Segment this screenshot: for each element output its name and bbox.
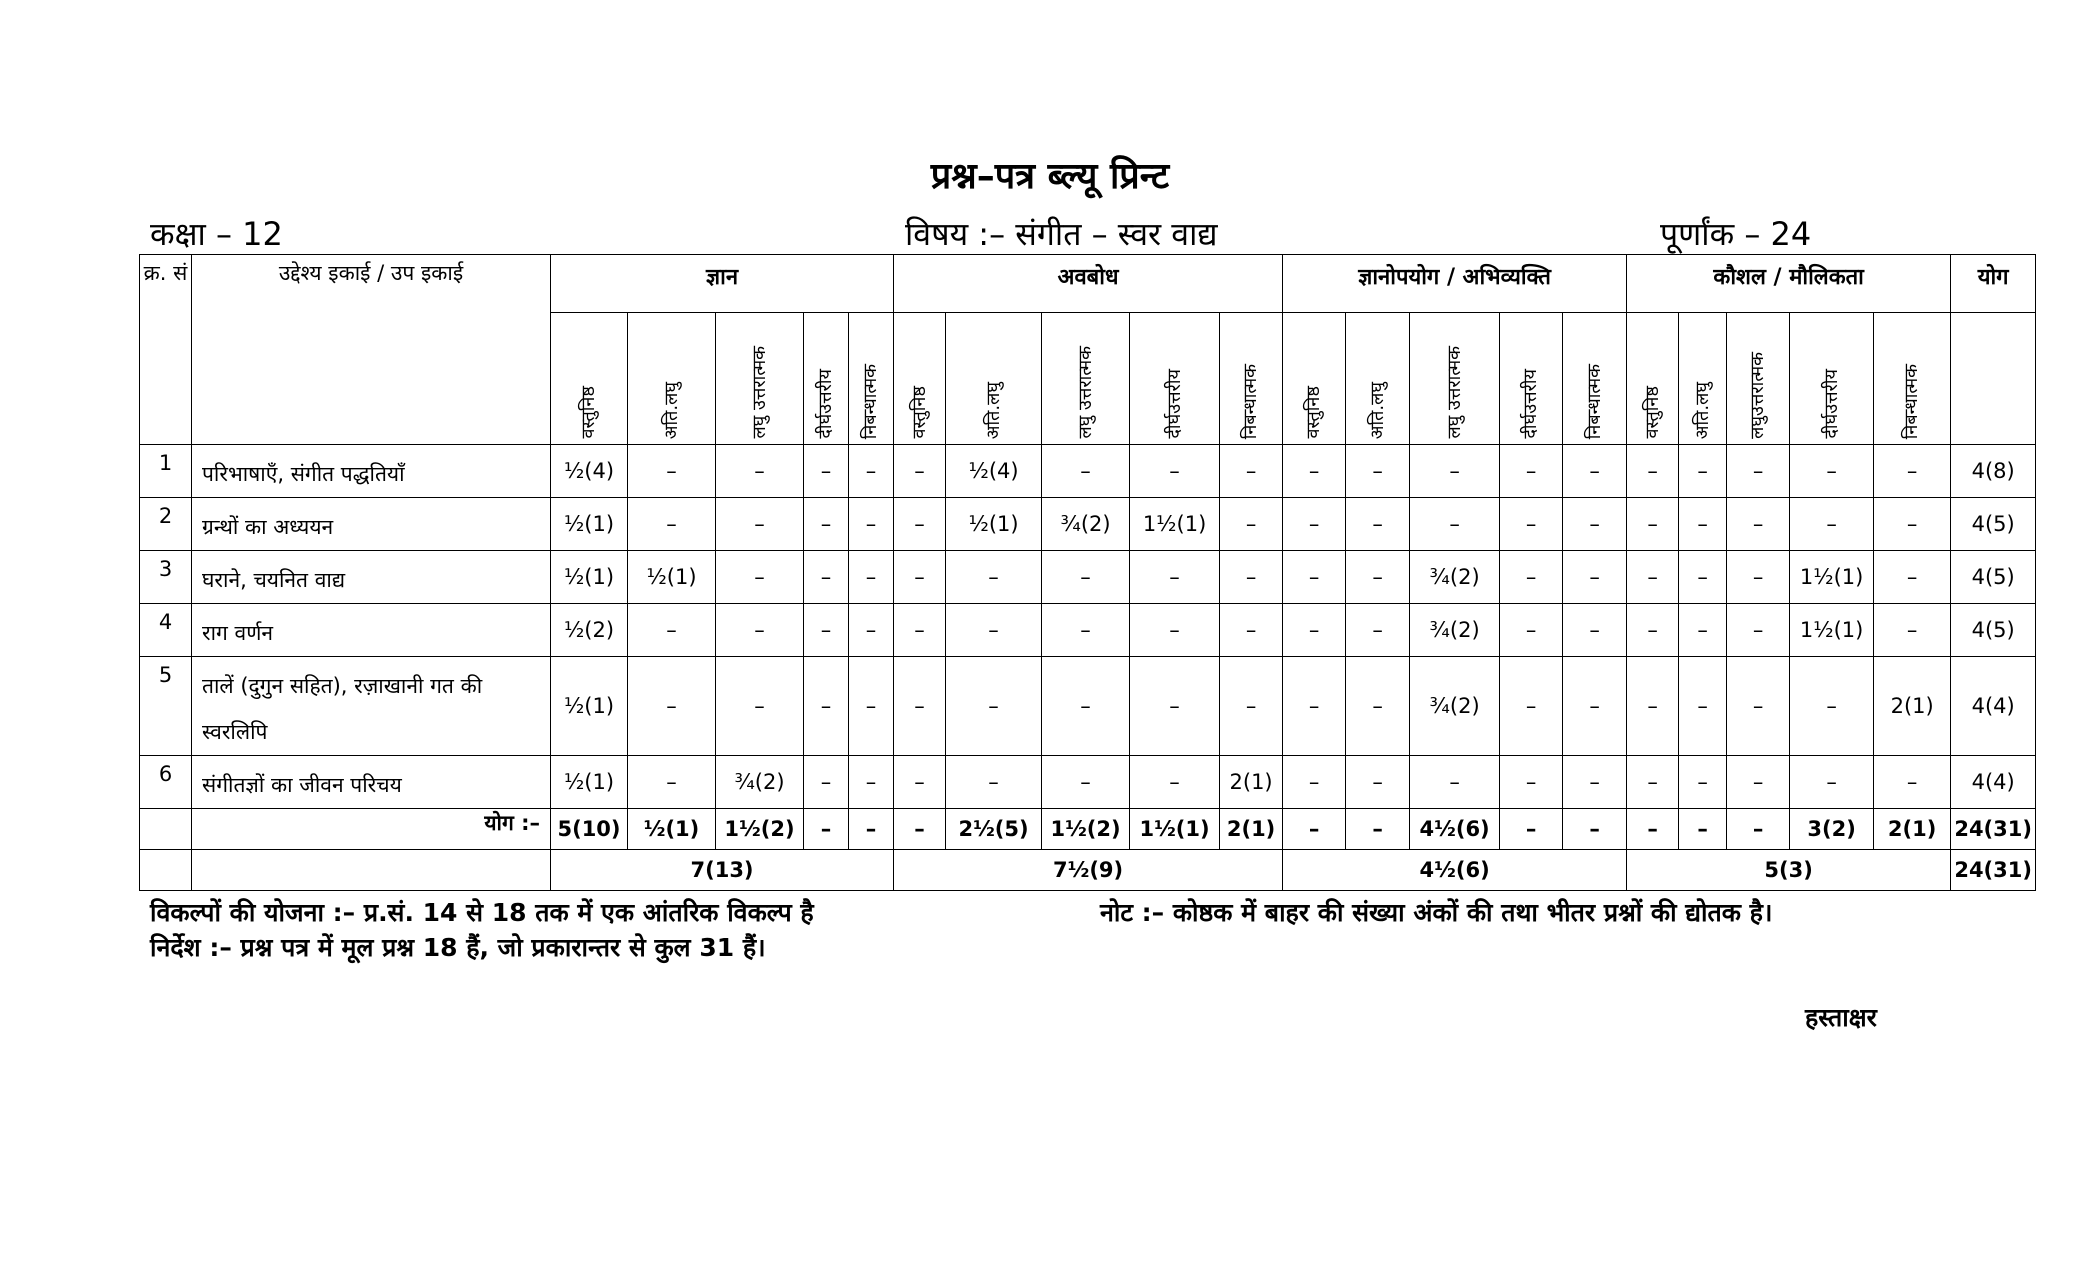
marks-cell: – (894, 756, 946, 809)
total-cell: – (1727, 809, 1790, 850)
marks-cell: – (1283, 498, 1346, 551)
marks-cell: – (1042, 604, 1130, 657)
marks-cell: – (849, 604, 894, 657)
total-sum-cell: 24(31) (1951, 809, 2036, 850)
total-cell: – (1346, 809, 1410, 850)
table-row (140, 657, 2036, 756)
total-cell: – (1283, 809, 1346, 850)
marks-cell: – (1679, 756, 1727, 809)
total-cell: ½(1) (628, 809, 716, 850)
marks-cell: ½(1) (551, 551, 628, 604)
sub-header-label: अति.लघु (982, 381, 1004, 439)
sub-header-label: लघु उत्तरात्मक (1074, 346, 1096, 439)
grand-total-cell: 24(31) (1951, 850, 2036, 891)
marks-cell: – (628, 657, 716, 756)
marks-cell: ½(1) (628, 551, 716, 604)
marks-cell: – (946, 551, 1042, 604)
marks-cell: – (1130, 756, 1220, 809)
marks-cell: – (1346, 756, 1410, 809)
marks-cell: – (894, 551, 946, 604)
marks-cell: – (1790, 657, 1874, 756)
unit-cell: ग्रन्थों का अध्ययन (192, 498, 551, 551)
sub-header-cell (628, 313, 716, 445)
table-row (140, 445, 2036, 498)
marks-cell: – (1563, 756, 1627, 809)
total-cell: 2(1) (1874, 809, 1951, 850)
sub-header-cell (1627, 313, 1679, 445)
marks-cell: ½(1) (551, 756, 628, 809)
unit-cell: घराने, चयनित वाद्य (192, 551, 551, 604)
row-total-cell: 4(5) (1951, 551, 2036, 604)
marks-cell: – (849, 657, 894, 756)
marks-cell: – (804, 445, 849, 498)
marks-cell: – (1874, 756, 1951, 809)
total-cell: 4½(6) (1410, 809, 1500, 850)
sub-header-cell (894, 313, 946, 445)
marks-cell: – (849, 445, 894, 498)
empty-cell (192, 850, 551, 891)
marks-cell: – (1042, 445, 1130, 498)
marks-cell: – (1874, 445, 1951, 498)
marks-cell: – (804, 756, 849, 809)
marks-cell: – (1874, 498, 1951, 551)
marks-cell: – (1563, 498, 1627, 551)
marks-cell: – (1790, 498, 1874, 551)
marks-cell: – (1410, 498, 1500, 551)
marks-cell: – (1627, 551, 1679, 604)
marks-cell: – (1346, 498, 1410, 551)
table-row (140, 756, 2036, 809)
total-label: योग :– (192, 809, 551, 850)
marks-cell: – (1283, 445, 1346, 498)
marks-cell: ¾(2) (716, 756, 804, 809)
marks-cell: – (1130, 604, 1220, 657)
group-total-cell: 5(3) (1627, 850, 1951, 891)
marks-cell: – (1500, 756, 1563, 809)
total-cell: 5(10) (551, 809, 628, 850)
sub-header-cell (1679, 313, 1727, 445)
marks-cell: ¾(2) (1410, 551, 1500, 604)
marks-cell: – (1500, 551, 1563, 604)
marks-cell: – (716, 657, 804, 756)
sub-header-cell (1563, 313, 1627, 445)
marks-cell: – (628, 445, 716, 498)
sub-header-label: निबन्धात्मक (1583, 363, 1605, 439)
marks-cell: ½(1) (946, 498, 1042, 551)
sub-header-cell (1410, 313, 1500, 445)
sub-header-cell (1042, 313, 1130, 445)
marks-cell: – (1679, 657, 1727, 756)
subject-label: विषय :– संगीत – स्वर वाद्य (905, 215, 1218, 253)
marks-cell: – (1727, 604, 1790, 657)
sub-header-cell (1500, 313, 1563, 445)
marks-cell: – (1563, 657, 1627, 756)
empty-cell (140, 809, 192, 850)
marks-cell: – (946, 604, 1042, 657)
sub-header-label: लघु उत्तरात्मक (1443, 346, 1465, 439)
marks-cell: – (1346, 445, 1410, 498)
marks-cell: – (1874, 551, 1951, 604)
total-cell: 1½(1) (1130, 809, 1220, 850)
unit-cell: तालें (दुगुन सहित), रज़ाखानी गत की स्वरलिपि (192, 657, 551, 756)
total-cell: 1½(2) (1042, 809, 1130, 850)
marks-cell: 1½(1) (1790, 551, 1874, 604)
group-total-cell: 7(13) (551, 850, 894, 891)
marks-cell: – (804, 657, 849, 756)
serial-cell: 6 (140, 756, 192, 809)
sub-header-cell (1283, 313, 1346, 445)
sub-header-cell (1220, 313, 1283, 445)
marks-cell: ¾(2) (1410, 657, 1500, 756)
marks-cell: – (894, 445, 946, 498)
marks-cell: – (894, 604, 946, 657)
bracket-note: नोट :– कोष्ठक में बाहर की संख्या अंकों की तथा भीतर प्रश्नों की द्योतक है। (1100, 898, 1773, 927)
total-cell: – (804, 809, 849, 850)
marks-cell: – (946, 657, 1042, 756)
marks-cell: – (1220, 604, 1283, 657)
marks-cell: – (1346, 604, 1410, 657)
row-total-cell: 4(4) (1951, 657, 2036, 756)
marks-cell: – (1220, 551, 1283, 604)
total-header: योग (1951, 255, 2036, 313)
row-total-cell: 4(5) (1951, 498, 2036, 551)
marks-cell: – (1727, 445, 1790, 498)
marks-cell: – (1627, 657, 1679, 756)
marks-cell: – (1042, 756, 1130, 809)
group-total-cell: 7½(9) (894, 850, 1283, 891)
marks-cell: – (1283, 604, 1346, 657)
sub-header-label: अति.लघु (1691, 381, 1713, 439)
marks-cell: – (1410, 445, 1500, 498)
marks-cell: – (1283, 551, 1346, 604)
total-cell: 1½(2) (716, 809, 804, 850)
sub-header-label: लघुउत्तरात्मक (1747, 352, 1769, 439)
sub-header-label: लघु उत्तरात्मक (748, 346, 770, 439)
marks-cell: 2(1) (1220, 756, 1283, 809)
sub-header-label: निबन्धात्मक (860, 363, 882, 439)
sub-header-label: दीर्घउत्तरीय (815, 369, 836, 439)
marks-cell: – (894, 657, 946, 756)
max-marks-label: पूर्णांक – 24 (1660, 215, 1812, 253)
marks-cell: – (1627, 604, 1679, 657)
sub-header-cell (946, 313, 1042, 445)
marks-cell: ½(2) (551, 604, 628, 657)
marks-cell: – (1500, 498, 1563, 551)
serial-cell: 5 (140, 657, 192, 756)
table-row (140, 551, 2036, 604)
unit-cell: राग वर्णन (192, 604, 551, 657)
marks-cell: – (628, 604, 716, 657)
marks-cell: – (1346, 657, 1410, 756)
marks-cell: – (1220, 657, 1283, 756)
group-header-knowledge: ज्ञान (551, 255, 894, 313)
marks-cell: – (1410, 756, 1500, 809)
group-total-row (140, 850, 2036, 891)
sub-header-cell (1874, 313, 1951, 445)
marks-cell: – (716, 604, 804, 657)
marks-cell: – (804, 604, 849, 657)
row-total-cell: 4(8) (1951, 445, 2036, 498)
unit-cell: संगीतज्ञों का जीवन परिचय (192, 756, 551, 809)
row-total-cell: 4(4) (1951, 756, 2036, 809)
marks-cell: 1½(1) (1790, 604, 1874, 657)
group-header-application: ज्ञानोपयोग / अभिव्यक्ति (1283, 255, 1627, 313)
objective-header: उद्देश्य इकाई / उप इकाई (192, 255, 551, 445)
total-cell: 2½(5) (946, 809, 1042, 850)
marks-cell: – (1500, 445, 1563, 498)
marks-cell: ¾(2) (1042, 498, 1130, 551)
table-row (140, 498, 2036, 551)
marks-cell: – (1042, 657, 1130, 756)
options-note: विकल्पों की योजना :– प्र.सं. 14 से 18 तक में एक आंतरिक विकल्प है (150, 898, 814, 927)
sub-header-cell (1130, 313, 1220, 445)
sub-header-label: दीर्घउत्तरीय (1163, 369, 1185, 439)
marks-cell: – (1042, 551, 1130, 604)
sub-header-label: निबन्धात्मक (1240, 363, 1262, 439)
signature-label: हस्ताक्षर (1805, 1003, 1877, 1032)
marks-cell: – (1130, 657, 1220, 756)
marks-cell: – (1563, 551, 1627, 604)
serial-cell: 4 (140, 604, 192, 657)
sub-header-blank (1951, 313, 2036, 445)
marks-cell: – (1679, 498, 1727, 551)
total-cell: – (1563, 809, 1627, 850)
page-title: प्रश्न–पत्र ब्ल्यू प्रिन्ट (930, 156, 1170, 197)
marks-cell: – (849, 756, 894, 809)
marks-cell: ½(4) (946, 445, 1042, 498)
sub-header-label: अति.लघु (660, 381, 682, 439)
sub-header-cell (551, 313, 628, 445)
table-row (140, 604, 2036, 657)
sub-header-cell (716, 313, 804, 445)
total-row (140, 809, 2036, 850)
marks-cell: – (1220, 498, 1283, 551)
marks-cell: – (1563, 604, 1627, 657)
marks-cell: – (1563, 445, 1627, 498)
sub-header-label: वस्तुनिष्ठ (1303, 386, 1325, 439)
sub-header-cell (1346, 313, 1410, 445)
marks-cell: – (1500, 604, 1563, 657)
marks-cell: ½(1) (551, 498, 628, 551)
marks-cell: – (849, 498, 894, 551)
marks-cell: – (1500, 657, 1563, 756)
marks-cell: – (628, 756, 716, 809)
unit-cell: परिभाषाएँ, संगीत पद्धतियाँ (192, 445, 551, 498)
marks-cell: 1½(1) (1130, 498, 1220, 551)
direction-note: निर्देश :– प्रश्न पत्र में मूल प्रश्न 18 हैं, जो प्रकारान्तर से कुल 31 हैं। (150, 933, 766, 962)
marks-cell: – (1130, 445, 1220, 498)
marks-cell: – (1727, 756, 1790, 809)
total-cell: 2(1) (1220, 809, 1283, 850)
total-cell: 3(2) (1790, 809, 1874, 850)
total-cell: – (849, 809, 894, 850)
sub-header-label: दीर्घउत्तरीय (1520, 369, 1542, 439)
sub-header-cell (1790, 313, 1874, 445)
serial-cell: 2 (140, 498, 192, 551)
sub-header-cell (804, 313, 849, 445)
marks-cell: – (1220, 445, 1283, 498)
empty-cell (140, 850, 192, 891)
row-total-cell: 4(5) (1951, 604, 2036, 657)
marks-cell: – (1346, 551, 1410, 604)
total-cell: – (1500, 809, 1563, 850)
marks-cell: – (1130, 551, 1220, 604)
serial-cell: 3 (140, 551, 192, 604)
marks-cell: – (1679, 604, 1727, 657)
marks-cell: – (628, 498, 716, 551)
sub-header-cell (1727, 313, 1790, 445)
sub-header-label: अति.लघु (1366, 381, 1388, 439)
marks-cell: – (804, 498, 849, 551)
blueprint-table (139, 254, 2036, 891)
group-total-cell: 4½(6) (1283, 850, 1627, 891)
marks-cell: – (804, 551, 849, 604)
total-cell: – (894, 809, 946, 850)
marks-cell: – (716, 551, 804, 604)
serial-header: क्र. सं (140, 255, 192, 445)
group-header-understanding: अवबोध (894, 255, 1283, 313)
marks-cell: – (1627, 498, 1679, 551)
marks-cell: ¾(2) (1410, 604, 1500, 657)
sub-header-label: वस्तुनिष्ठ (1641, 386, 1663, 439)
marks-cell: – (1627, 445, 1679, 498)
marks-cell: ½(4) (551, 445, 628, 498)
sub-header-label: निबन्धात्मक (1901, 363, 1923, 439)
class-label: कक्षा – 12 (150, 215, 283, 253)
sub-header-label: वस्तुनिष्ठ (908, 386, 930, 439)
sub-header-label: दीर्घउत्तरीय (1820, 369, 1842, 439)
sub-header-label: वस्तुनिष्ठ (578, 386, 599, 439)
marks-cell: – (894, 498, 946, 551)
marks-cell: – (1679, 551, 1727, 604)
marks-cell: – (716, 498, 804, 551)
marks-cell: – (1790, 445, 1874, 498)
marks-cell: ½(1) (551, 657, 628, 756)
marks-cell: – (1283, 657, 1346, 756)
sub-header-cell (849, 313, 894, 445)
marks-cell: – (1727, 498, 1790, 551)
marks-cell: – (1627, 756, 1679, 809)
serial-cell: 1 (140, 445, 192, 498)
marks-cell: – (946, 756, 1042, 809)
marks-cell: – (1283, 756, 1346, 809)
marks-cell: – (1727, 551, 1790, 604)
marks-cell: – (716, 445, 804, 498)
marks-cell: – (1679, 445, 1727, 498)
marks-cell: 2(1) (1874, 657, 1951, 756)
total-cell: – (1627, 809, 1679, 850)
marks-cell: – (1790, 756, 1874, 809)
marks-cell: – (1874, 604, 1951, 657)
marks-cell: – (849, 551, 894, 604)
marks-cell: – (1727, 657, 1790, 756)
group-header-skill: कौशल / मौलिकता (1627, 255, 1951, 313)
total-cell: – (1679, 809, 1727, 850)
